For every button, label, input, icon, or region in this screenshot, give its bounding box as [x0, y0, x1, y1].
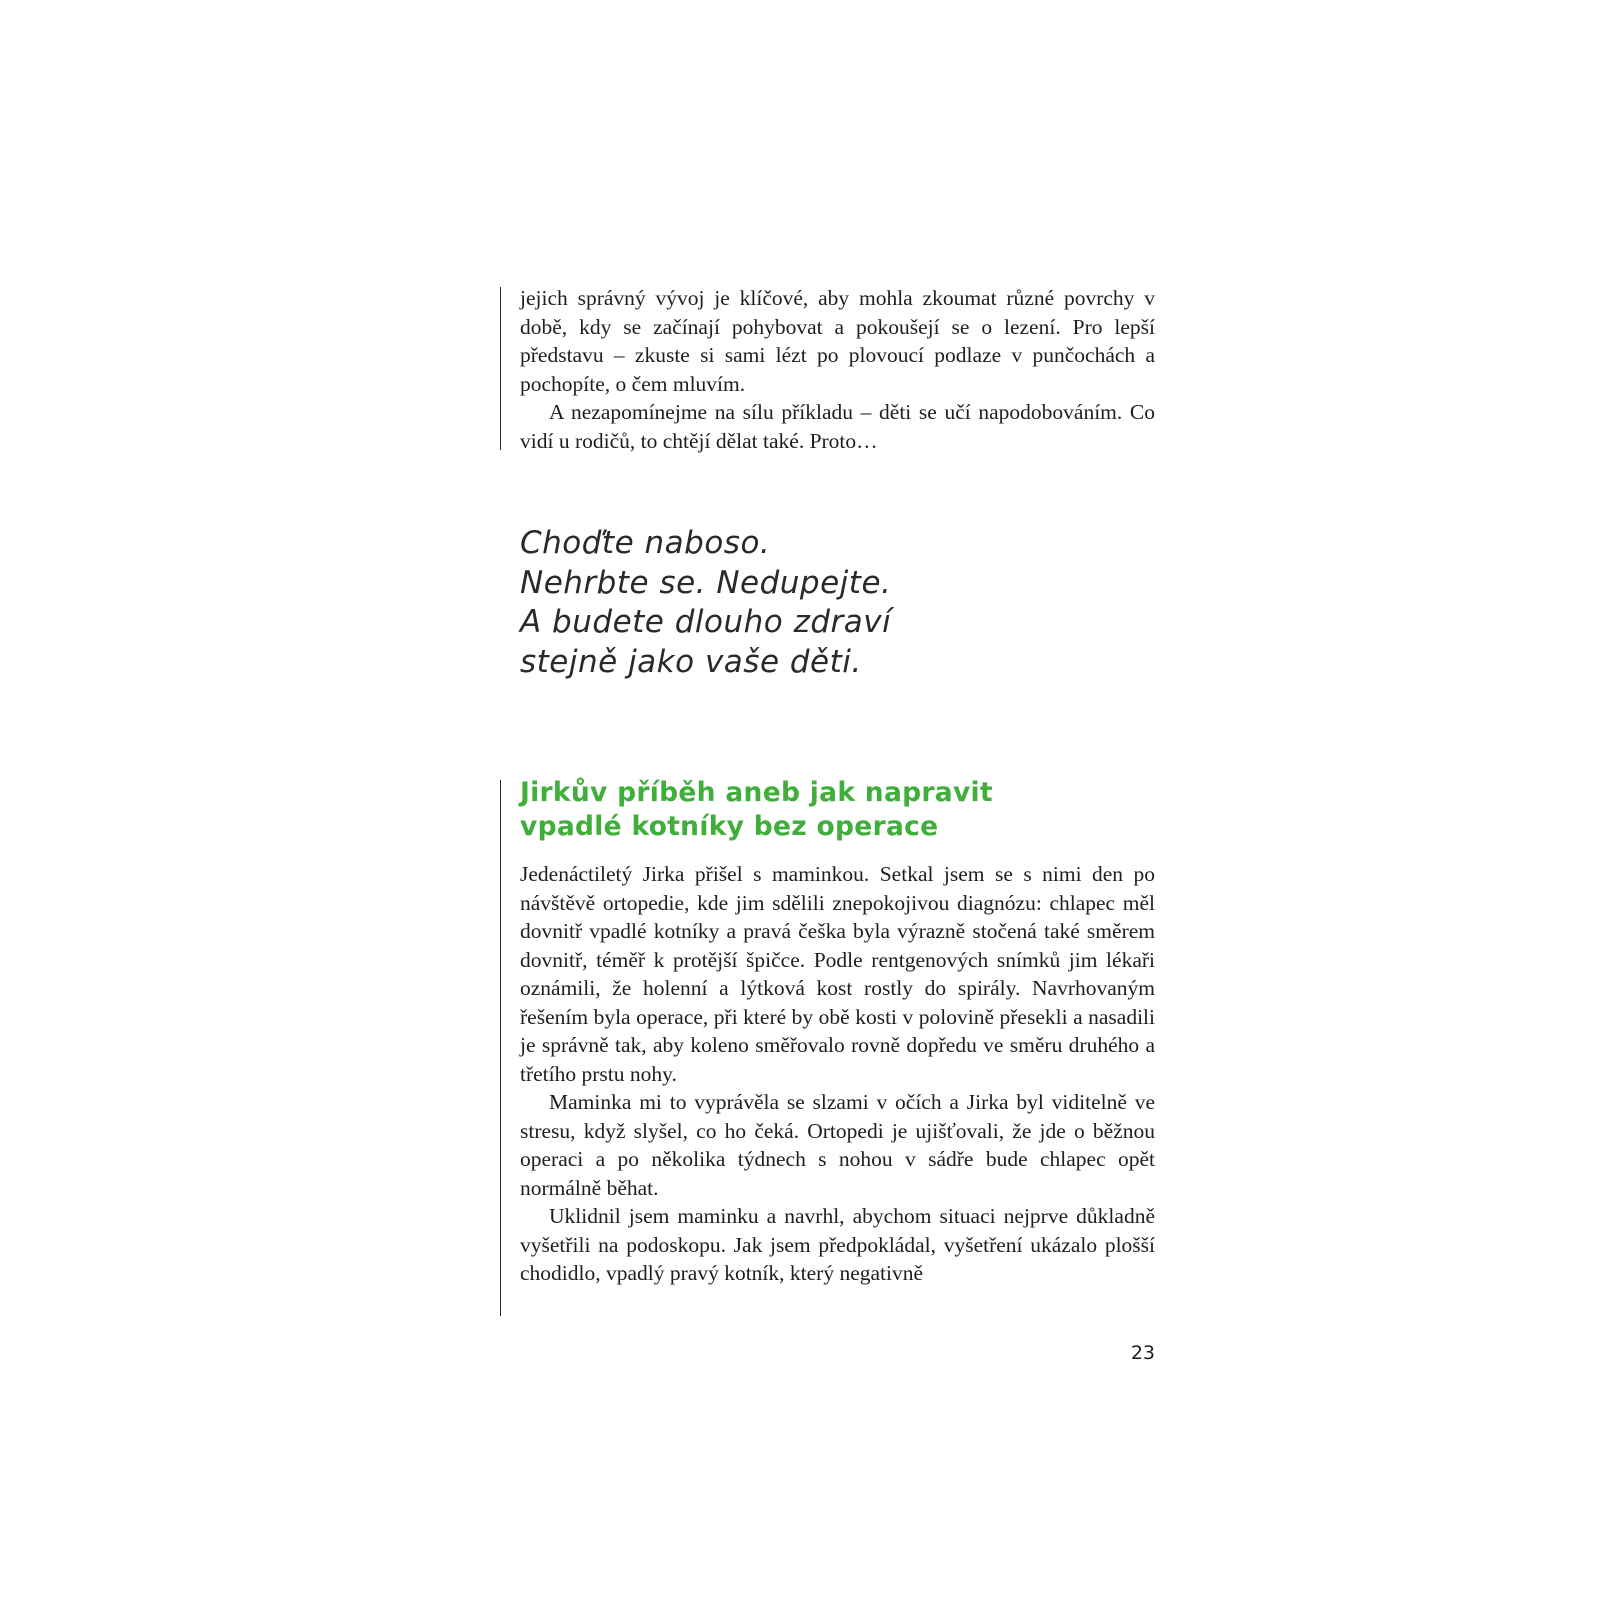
quote-line: Choďte naboso. — [520, 525, 771, 561]
top-text-block — [520, 284, 1155, 455]
heading-line: Jirkův příběh aneb jak napravit — [520, 777, 993, 808]
margin-rule-top — [500, 287, 501, 450]
margin-rule-section — [500, 780, 501, 1316]
paragraph: jejich správný vývoj je klíčové, aby mohla zkoumat různé povrchy v době, kdy se začínají pohybovat a pokoušejí se o lezení. Pro lepší představu – zkuste si sami lézt po plovoucí podlaze v punčochách a pochopíte, o čem mluvím. — [520, 286, 1155, 396]
paragraph: Maminka mi to vyprávěla se slzami v očích a Jirka byl viditelně ve stresu, když slyšel, co ho čeká. Ortopedi je ujišťovali, že jde o běžnou operaci a po několika týdnech s nohou v sádře bude chlapec opět normálně běhat. — [520, 1090, 1155, 1200]
quote-line: stejně jako vaše děti. — [520, 643, 862, 680]
quote-line: A budete dlouho zdraví — [520, 604, 892, 640]
paragraph: Uklidnil jsem maminku a navrhl, abychom situaci nejprve důkladně vyšetřili na podoskopu. Jak jsem předpokládal, vyšetření ukázalo plošší chodidlo, vpadlý pravý kotník, který negativně — [520, 1204, 1155, 1285]
page-number: 23 — [1130, 1342, 1155, 1364]
quote-line: Nehrbte se. Nedupejte. — [520, 564, 892, 601]
section-heading — [520, 776, 1155, 844]
pull-quote — [520, 524, 1155, 682]
paragraph: A nezapomínejme na sílu příkladu – děti se učí napodobováním. Co vidí u rodičů, to chtějí dělat také. Proto… — [520, 400, 1155, 453]
paragraph: Jedenáctiletý Jirka přišel s maminkou. Setkal jsem se s nimi den po návštěvě ortopedie, kde jim sdělili znepokojivou diagnózu: chlapec měl dovnitř vpadlé kotníky a pravá češka byla výrazně stočená také směrem dovnitř, téměř k protější špičce. Podle rentgenových snímků jim lékaři oznámili, že holenní a lýtková kost rostly do spirály. Navrhovaným řešením byla operace, při které by obě kosti v polovině přesekli a nasadili je správně tak, aby koleno směřovalo rovně dopředu ve směru druhého a třetího prstu nohy. — [520, 862, 1155, 1086]
heading-line: vpadlé kotníky bez operace — [520, 811, 939, 842]
section-text-block — [520, 860, 1155, 1288]
